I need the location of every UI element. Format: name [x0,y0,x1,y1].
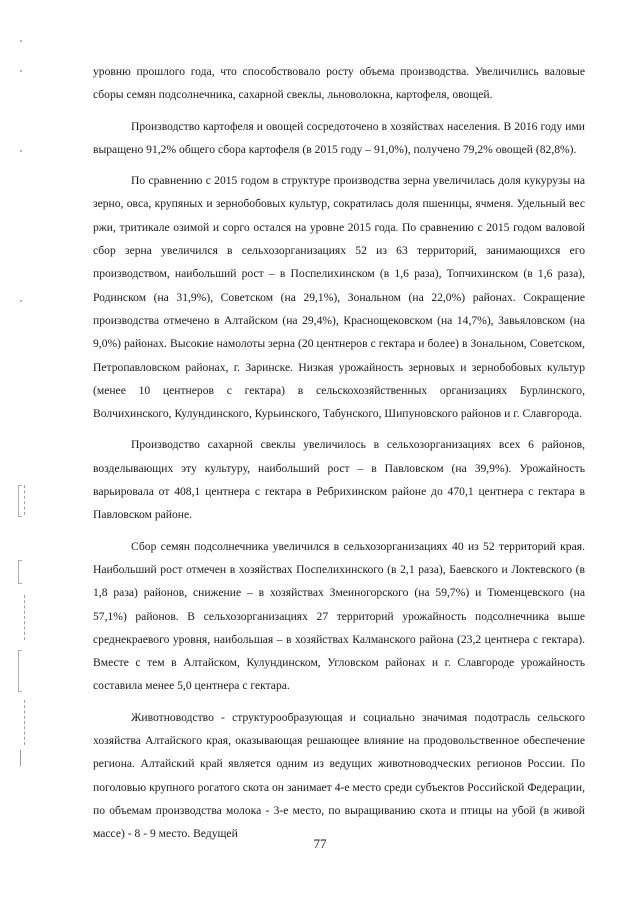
paragraph-6: Животноводство - структурообразующая и социально значимая подотрасль сельского хозяйства Алтайского края, оказывающая решающее влияние на продовольственное обеспечение региона. Алтайский край является одним из ведущих животноводческих регионов России. По поголовью крупного рогатого скота он занимает 4-е место среди субъектов Российской Федерации, по объемам производства молока - 3-е место, по выращиванию скота и птицы на убой (в живой массе) - 8 - 9 место. Ведущей [93,710,585,841]
paragraph-5: Сбор семян подсолнечника увеличился в сельхозорганизациях 40 из 52 территорий края. Наибольший рост отмечен в хозяйствах Поспелихинского (в 2,1 раза), Баевского и Локтевского (в 1,8 раза) районов, снижение – в хозяйствах Змеиногорского (на 59,7%) и Тюменцевского (на 57,1%) районов. В сельхозорганизациях 27 территорий урожайность подсолнечника выше среднекраевого уровня, наибольшая – в хозяйствах Калманского района (23,2 центнера с гектара). Вместе с тем в Алтайском, Кулундинском, Угловском районах и г. Славгороде урожайность составила менее 5,0 центнера с гектара. [93,539,585,693]
scan-mark [20,750,21,766]
scan-dot [20,70,22,72]
scan-mark [18,650,22,692]
paragraph-1: уровню прошлого года, что способствовало росту объема производства. Увеличились валовые сборы семян подсолнечника, сахарной свеклы, льноволокна, картофеля, овощей. [93,65,585,102]
paragraph-2: Производство картофеля и овощей сосредоточено в хозяйствах населения. В 2016 году ими выращено 91,2% общего сбора картофеля (в 2015 году – 91,0%), получено 79,2% овощей (82,8%). [93,119,585,156]
scan-dot [20,300,22,302]
scan-mark [24,485,25,515]
scan-dot [20,40,22,42]
paragraph-4: Производство сахарной свеклы увеличилось в сельхозорганизациях всех 6 районов, возделывающих эту культуру, наибольший рост – в Павловском (на 39,9%). Урожайность варьировала от 408,1 центнера с гектара в Ребрихинском районе до 470,1 центнера с гектара в Павловском районе. [93,438,585,522]
paragraph-3: По сравнению с 2015 годом в структуре производства зерна увеличилась доля кукурузы на зерно, овса, крупяных и зернобобовых культур, сократилась доля пшеницы, ячменя. Удельный вес ржи, тритикале озимой и сорго остался на уровне 2015 года. По сравнению с 2015 годом валовой сбор зерна увеличился в сельхозорганизациях 52 из 63 территорий, занимающихся его производством, наибольший рост – в Поспелихинском (в 1,6 раза), Топчихинском (в 1,6 раза), Родинском (на 31,9%), Советском (на 29,1%), Зональном (на 22,0%) районах. Сокращение производства отмечено в Алтайском (на 29,4%), Краснощековском (на 14,7%), Завьяловском (на 9,0%) районах. Высокие намолоты зерна (20 центнеров с гектара и более) в Зональном, Советском, Петропавловском районах, г. Заринске. Низкая урожайность зерновых и зернобобовых культур (менее 10 центнеров с гектара) в сельскохозяйственных организациях Бурлинского, Волчихинского, Кулундинского, Курьинского, Табунского, Шипуновского районов и г. Славгорода. [93,174,585,421]
scan-mark [18,485,22,517]
scan-mark [24,700,25,745]
scan-mark [24,595,25,640]
document-body [93,60,585,846]
scan-dot [20,150,22,152]
page-number: 77 [313,836,327,851]
scan-mark [18,560,22,584]
